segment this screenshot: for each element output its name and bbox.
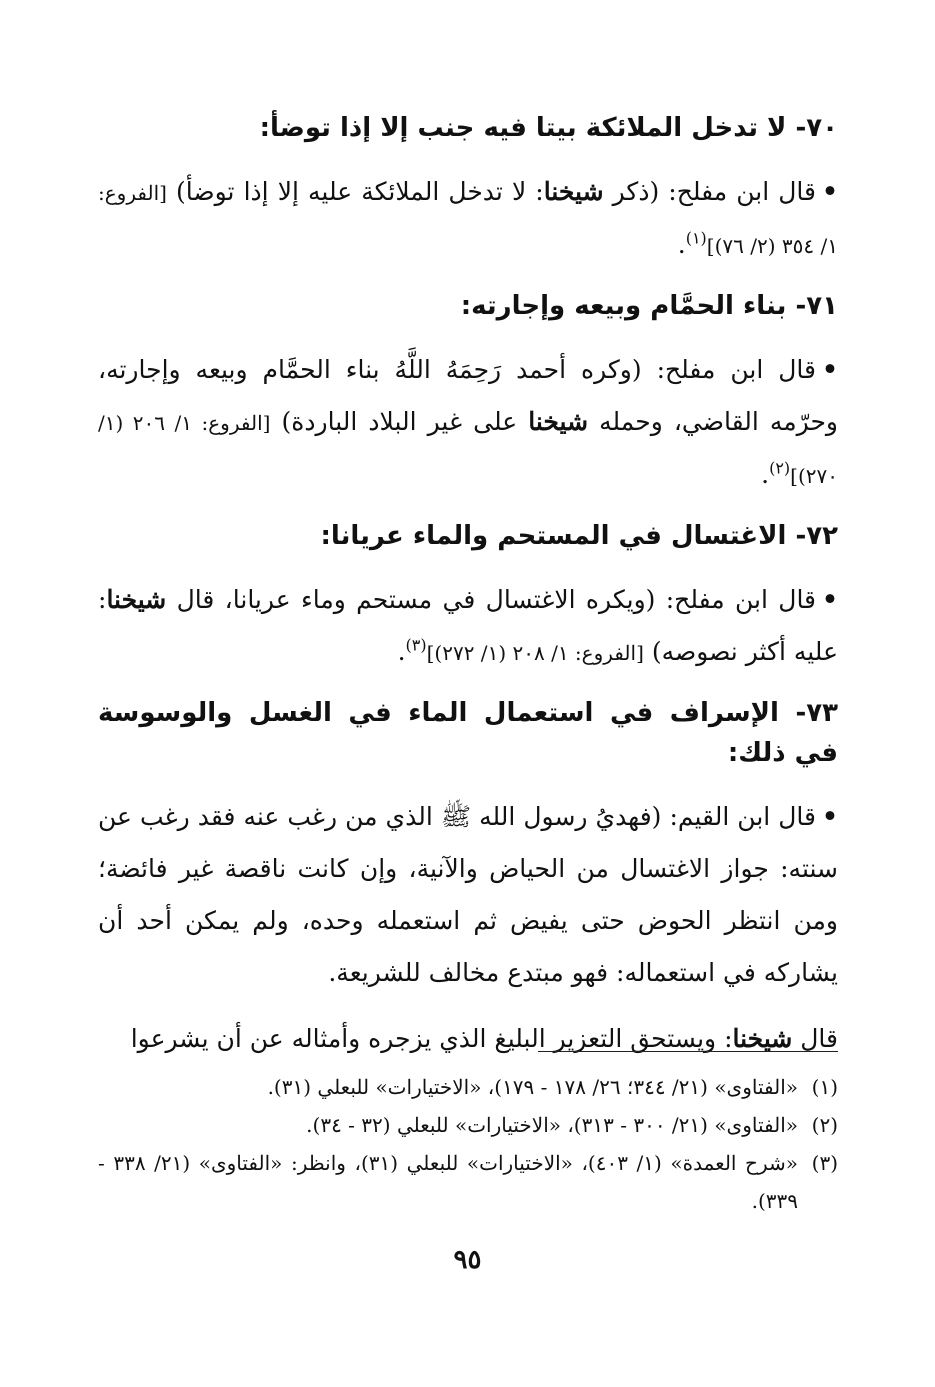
paragraph-lead: قال ابن مفلح: (وكره أحمد رَحِمَهُ اللَّهُ بناء الحمَّام وبيعه وإجارته، وحرّمه القاضي، وحمله: [98, 355, 838, 436]
paragraph-text: على غير البلاد الباردة): [281, 407, 529, 436]
page-body: [98, 108, 838, 1079]
footnotes: [98, 1068, 838, 1220]
footnote-item: [98, 1106, 838, 1144]
section-paragraph-72: [98, 574, 838, 679]
source-reference: [الفروع: ١/ ٣٥٤ (٢/ ٧٦)]: [98, 181, 838, 258]
footnote-divider: [538, 1051, 838, 1052]
footnote-number: (٢): [811, 1113, 838, 1137]
paragraph-lead: قال ابن القيم: (فهديُ رسول الله ﷺ الذي من رغب عنه فقد رغب عن سنته: جواز الاغتسال من الحياض والآنية، وإن كانت ناقصة غير فائضة؛ ومن انتظر الحوض حتى يفيض ثم استعمله وحده، ولم يمكن أحد أن يشاركه في استعماله: فهو مبتدع مخالف للشريعة.: [98, 802, 838, 987]
footnote-marker: (١): [685, 228, 707, 248]
paragraph-lead: قال: [792, 1024, 838, 1053]
paragraph-end: .: [397, 637, 406, 666]
section-heading-71: ٧١- بناء الحمَّام وبيعه وإجارته:: [460, 291, 838, 321]
paragraph-text: : ويستحق التعزير البليغ الذي يزجره وأمثاله عن أن يشرعوا: [130, 1024, 733, 1053]
footnote-text: «الفتاوى» (٢١/ ٣٠٠ - ٣١٣)، «الاختيارات» للبعلي (٣٢ - ٣٤).: [306, 1113, 798, 1137]
page-number: ٩٥: [453, 1245, 482, 1275]
paragraph-end: .: [677, 230, 686, 259]
section-heading-72: ٧٢- الاغتسال في المستحم والماء عريانا:: [320, 521, 838, 551]
section-paragraph-70: [98, 166, 838, 272]
source-reference: [الفروع: ١/ ٢٠٦ (١/ ٢٧٠)]: [98, 411, 838, 488]
bullet-mark: •: [822, 177, 838, 206]
bullet-mark: •: [822, 355, 838, 384]
footnote-item: [98, 1068, 838, 1106]
bullet-mark: •: [822, 585, 838, 614]
section-heading-70: ٧٠- لا تدخل الملائكة بيتا فيه جنب إلا إذا توضأ:: [259, 113, 838, 143]
paragraph-lead: قال ابن مفلح: (ذكر: [603, 177, 817, 206]
footnote-item: [98, 1144, 838, 1220]
paragraph-text: : عليه أكثر نصوصه): [98, 585, 838, 666]
footnote-marker: (٢): [769, 458, 791, 478]
paragraph-emphasis: شيخنا: [732, 1024, 793, 1053]
footnote-text: «الفتاوى» (٢١/ ٣٤٤؛ ٢٦/ ١٧٨ - ١٧٩)، «الاختيارات» للبعلي (٣١).: [267, 1075, 798, 1099]
paragraph-emphasis: شيخنا: [543, 177, 604, 206]
bullet-mark: •: [822, 802, 838, 831]
section-paragraph-71: [98, 344, 838, 502]
footnote-text: «شرح العمدة» (١/ ٤٠٣)، «الاختيارات» للبعلي (٣١)، وانظر: «الفتاوى» (٢١/ ٣٣٨ - ٣٣٩).: [98, 1151, 798, 1213]
continuation-paragraph: [98, 1013, 838, 1065]
footnote-number: (١): [811, 1075, 838, 1099]
paragraph-lead: قال ابن مفلح: (ويكره الاغتسال في مستحم وماء عريانا، قال: [166, 585, 817, 614]
source-reference: [الفروع: ١/ ٢٠٨ (١/ ٢٧٢)]: [426, 641, 644, 665]
footnote-marker: (٣): [405, 635, 427, 655]
section-paragraph-73: [98, 791, 838, 999]
paragraph-emphasis: شيخنا: [106, 585, 167, 614]
paragraph-emphasis: شيخنا: [528, 407, 589, 436]
paragraph-end: .: [761, 460, 770, 489]
footnote-number: (٣): [811, 1151, 838, 1175]
paragraph-text: : لا تدخل الملائكة عليه إلا إذا توضأ): [176, 177, 544, 206]
section-heading-73: ٧٣- الإسراف في استعمال الماء في الغسل والوسوسة في ذلك:: [98, 698, 838, 768]
